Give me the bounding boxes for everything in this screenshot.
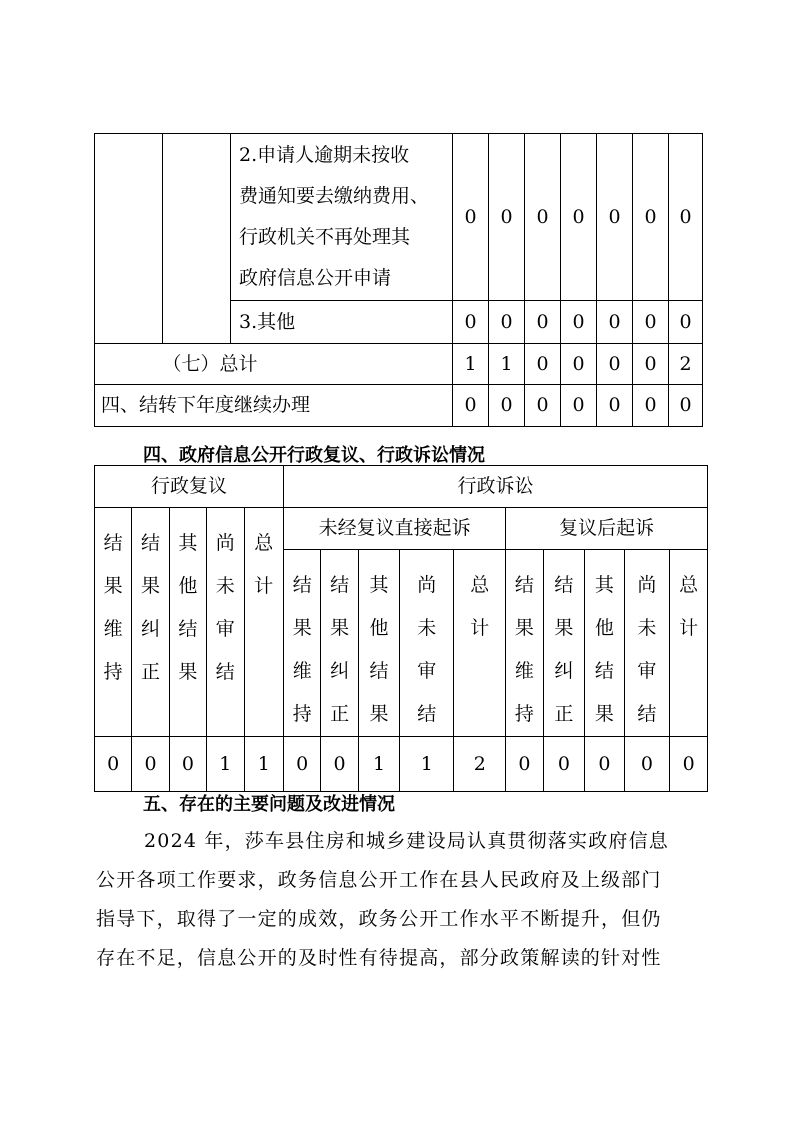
- header-direct-other: [358, 550, 400, 737]
- value-cell: 0: [633, 134, 669, 301]
- char: 结: [369, 660, 389, 682]
- header-after-maintain: [506, 550, 543, 737]
- table-row: [95, 134, 703, 301]
- review-litigation-table: [94, 465, 708, 792]
- empty-cell: [163, 134, 231, 344]
- value-cell: 0: [669, 301, 703, 344]
- value-cell: 1: [400, 737, 454, 792]
- char: 他: [178, 575, 198, 597]
- char: 审: [215, 618, 235, 640]
- header-direct-total: [454, 550, 506, 737]
- application-stats-table: [94, 133, 703, 427]
- table-row: [95, 385, 703, 427]
- char: 尚: [215, 532, 235, 554]
- char: 他: [594, 617, 614, 639]
- paragraph-line: 2024 年，莎车县住房和城乡建设局认真贯彻落实政府信息: [144, 830, 669, 852]
- char: 审: [637, 660, 657, 682]
- char: 结: [514, 574, 534, 596]
- value-cell: 0: [95, 737, 132, 792]
- value-cell: 2: [669, 344, 703, 385]
- value-cell: 0: [670, 737, 708, 792]
- value-cell: 0: [525, 385, 561, 427]
- char: 尚: [417, 574, 437, 596]
- char: 结: [292, 574, 312, 596]
- header-after-other: [585, 550, 624, 737]
- char: 总: [470, 574, 490, 596]
- row-label-overdue-fee: [231, 134, 453, 301]
- section-5-heading: 五、存在的主要问题及改进情况: [143, 794, 395, 815]
- char: 果: [141, 575, 161, 597]
- header-direct-suit: 未经复议直接起诉: [284, 508, 506, 550]
- char: 其: [178, 532, 198, 554]
- value-cell: 0: [489, 134, 525, 301]
- char: 果: [554, 617, 574, 639]
- char: 未: [417, 617, 437, 639]
- value-cell: 0: [453, 301, 489, 344]
- value-cell: 0: [561, 301, 597, 344]
- value-cell: 0: [543, 737, 585, 792]
- value-cell: 1: [489, 344, 525, 385]
- header-review-total: [244, 508, 284, 737]
- char: 结: [103, 532, 123, 554]
- value-cell: 0: [597, 344, 633, 385]
- char: 结: [554, 574, 574, 596]
- char: 正: [554, 703, 574, 725]
- value-cell: 0: [633, 344, 669, 385]
- value-cell: 1: [207, 737, 244, 792]
- char: 审: [417, 660, 437, 682]
- char: 维: [103, 618, 123, 640]
- header-review-corrected: [132, 508, 169, 737]
- header-after-corrected: [543, 550, 585, 737]
- char: 果: [178, 661, 198, 683]
- header-review-other: [169, 508, 206, 737]
- char: 结: [330, 574, 350, 596]
- value-cell: 1: [453, 344, 489, 385]
- value-cell: 0: [506, 737, 543, 792]
- value-cell: 0: [669, 385, 703, 427]
- char: 计: [470, 617, 490, 639]
- char: 其: [594, 574, 614, 596]
- char: 果: [594, 703, 614, 725]
- label-line: 行政机关不再处理其: [239, 226, 411, 248]
- header-direct-pending: [400, 550, 454, 737]
- row-label-other: 3.其他: [231, 301, 453, 344]
- value-cell: 0: [489, 385, 525, 427]
- char: 果: [514, 617, 534, 639]
- value-cell: 1: [358, 737, 400, 792]
- value-cell: 0: [561, 344, 597, 385]
- value-cell: 0: [453, 134, 489, 301]
- char: 结: [141, 532, 161, 554]
- header-admin-litigation: 行政诉讼: [284, 466, 708, 508]
- value-cell: 0: [585, 737, 624, 792]
- header-direct-maintain: [284, 550, 321, 737]
- char: 其: [369, 574, 389, 596]
- char: 果: [103, 575, 123, 597]
- empty-cell: [95, 134, 163, 344]
- header-after-review-suit: 复议后起诉: [506, 508, 708, 550]
- char: 纠: [141, 618, 161, 640]
- table-row: [95, 508, 708, 550]
- value-cell: 0: [597, 134, 633, 301]
- value-cell: 0: [169, 737, 206, 792]
- value-cell: 0: [633, 301, 669, 344]
- value-cell: 0: [321, 737, 358, 792]
- header-direct-corrected: [321, 550, 358, 737]
- header-admin-review: 行政复议: [95, 466, 284, 508]
- char: 计: [679, 617, 699, 639]
- paragraph-line: 存在不足，信息公开的及时性有待提高，部分政策解读的针对性: [96, 947, 662, 969]
- header-review-maintain: [95, 508, 132, 737]
- value-cell: 0: [453, 385, 489, 427]
- value-cell: 0: [561, 134, 597, 301]
- row-label-carry-over: 四、结转下年度继续办理: [95, 385, 453, 427]
- char: 未: [215, 575, 235, 597]
- label-line: 费通知要去缴纳费用、: [239, 185, 430, 207]
- value-cell: 0: [561, 385, 597, 427]
- char: 未: [637, 617, 657, 639]
- char: 正: [330, 703, 350, 725]
- paragraph-line: 指导下，取得了一定的成效，政务公开工作水平不断提升，但仍: [96, 908, 662, 930]
- char: 果: [292, 617, 312, 639]
- value-cell: 0: [597, 385, 633, 427]
- table-row: [95, 737, 708, 792]
- value-cell: 0: [525, 134, 561, 301]
- empty-cell: [95, 344, 163, 385]
- header-after-pending: [624, 550, 670, 737]
- char: 纠: [554, 660, 574, 682]
- row-label-total: （七）总计: [163, 344, 453, 385]
- char: 果: [330, 617, 350, 639]
- label-line: 政府信息公开申请: [239, 267, 392, 289]
- char: 结: [637, 703, 657, 725]
- char: 结: [594, 660, 614, 682]
- paragraph-line: 公开各项工作要求，政务信息公开工作在县人民政府及上级部门: [96, 869, 662, 891]
- section-5-paragraph: [96, 822, 700, 978]
- value-cell: 0: [669, 134, 703, 301]
- char: 正: [141, 661, 161, 683]
- char: 计: [254, 575, 274, 597]
- value-cell: 0: [525, 301, 561, 344]
- char: 维: [514, 660, 534, 682]
- char: 持: [103, 661, 123, 683]
- header-after-total: [670, 550, 708, 737]
- label-line: 2.申请人逾期未按收: [239, 144, 410, 166]
- char: 结: [178, 618, 198, 640]
- section-4-heading: 四、政府信息公开行政复议、行政诉讼情况: [143, 445, 485, 466]
- value-cell: 0: [633, 385, 669, 427]
- char: 持: [514, 703, 534, 725]
- value-cell: 0: [284, 737, 321, 792]
- value-cell: 0: [597, 301, 633, 344]
- char: 果: [369, 703, 389, 725]
- value-cell: 1: [244, 737, 284, 792]
- table-row: [95, 466, 708, 508]
- value-cell: 0: [489, 301, 525, 344]
- value-cell: 0: [624, 737, 670, 792]
- char: 纠: [330, 660, 350, 682]
- char: 他: [369, 617, 389, 639]
- value-cell: 0: [132, 737, 169, 792]
- char: 持: [292, 703, 312, 725]
- char: 结: [215, 661, 235, 683]
- char: 总: [254, 532, 274, 554]
- value-cell: 2: [454, 737, 506, 792]
- value-cell: 0: [525, 344, 561, 385]
- char: 维: [292, 660, 312, 682]
- header-review-pending: [207, 508, 244, 737]
- table-row: [95, 344, 703, 385]
- char: 结: [417, 703, 437, 725]
- char: 尚: [637, 574, 657, 596]
- char: 总: [679, 574, 699, 596]
